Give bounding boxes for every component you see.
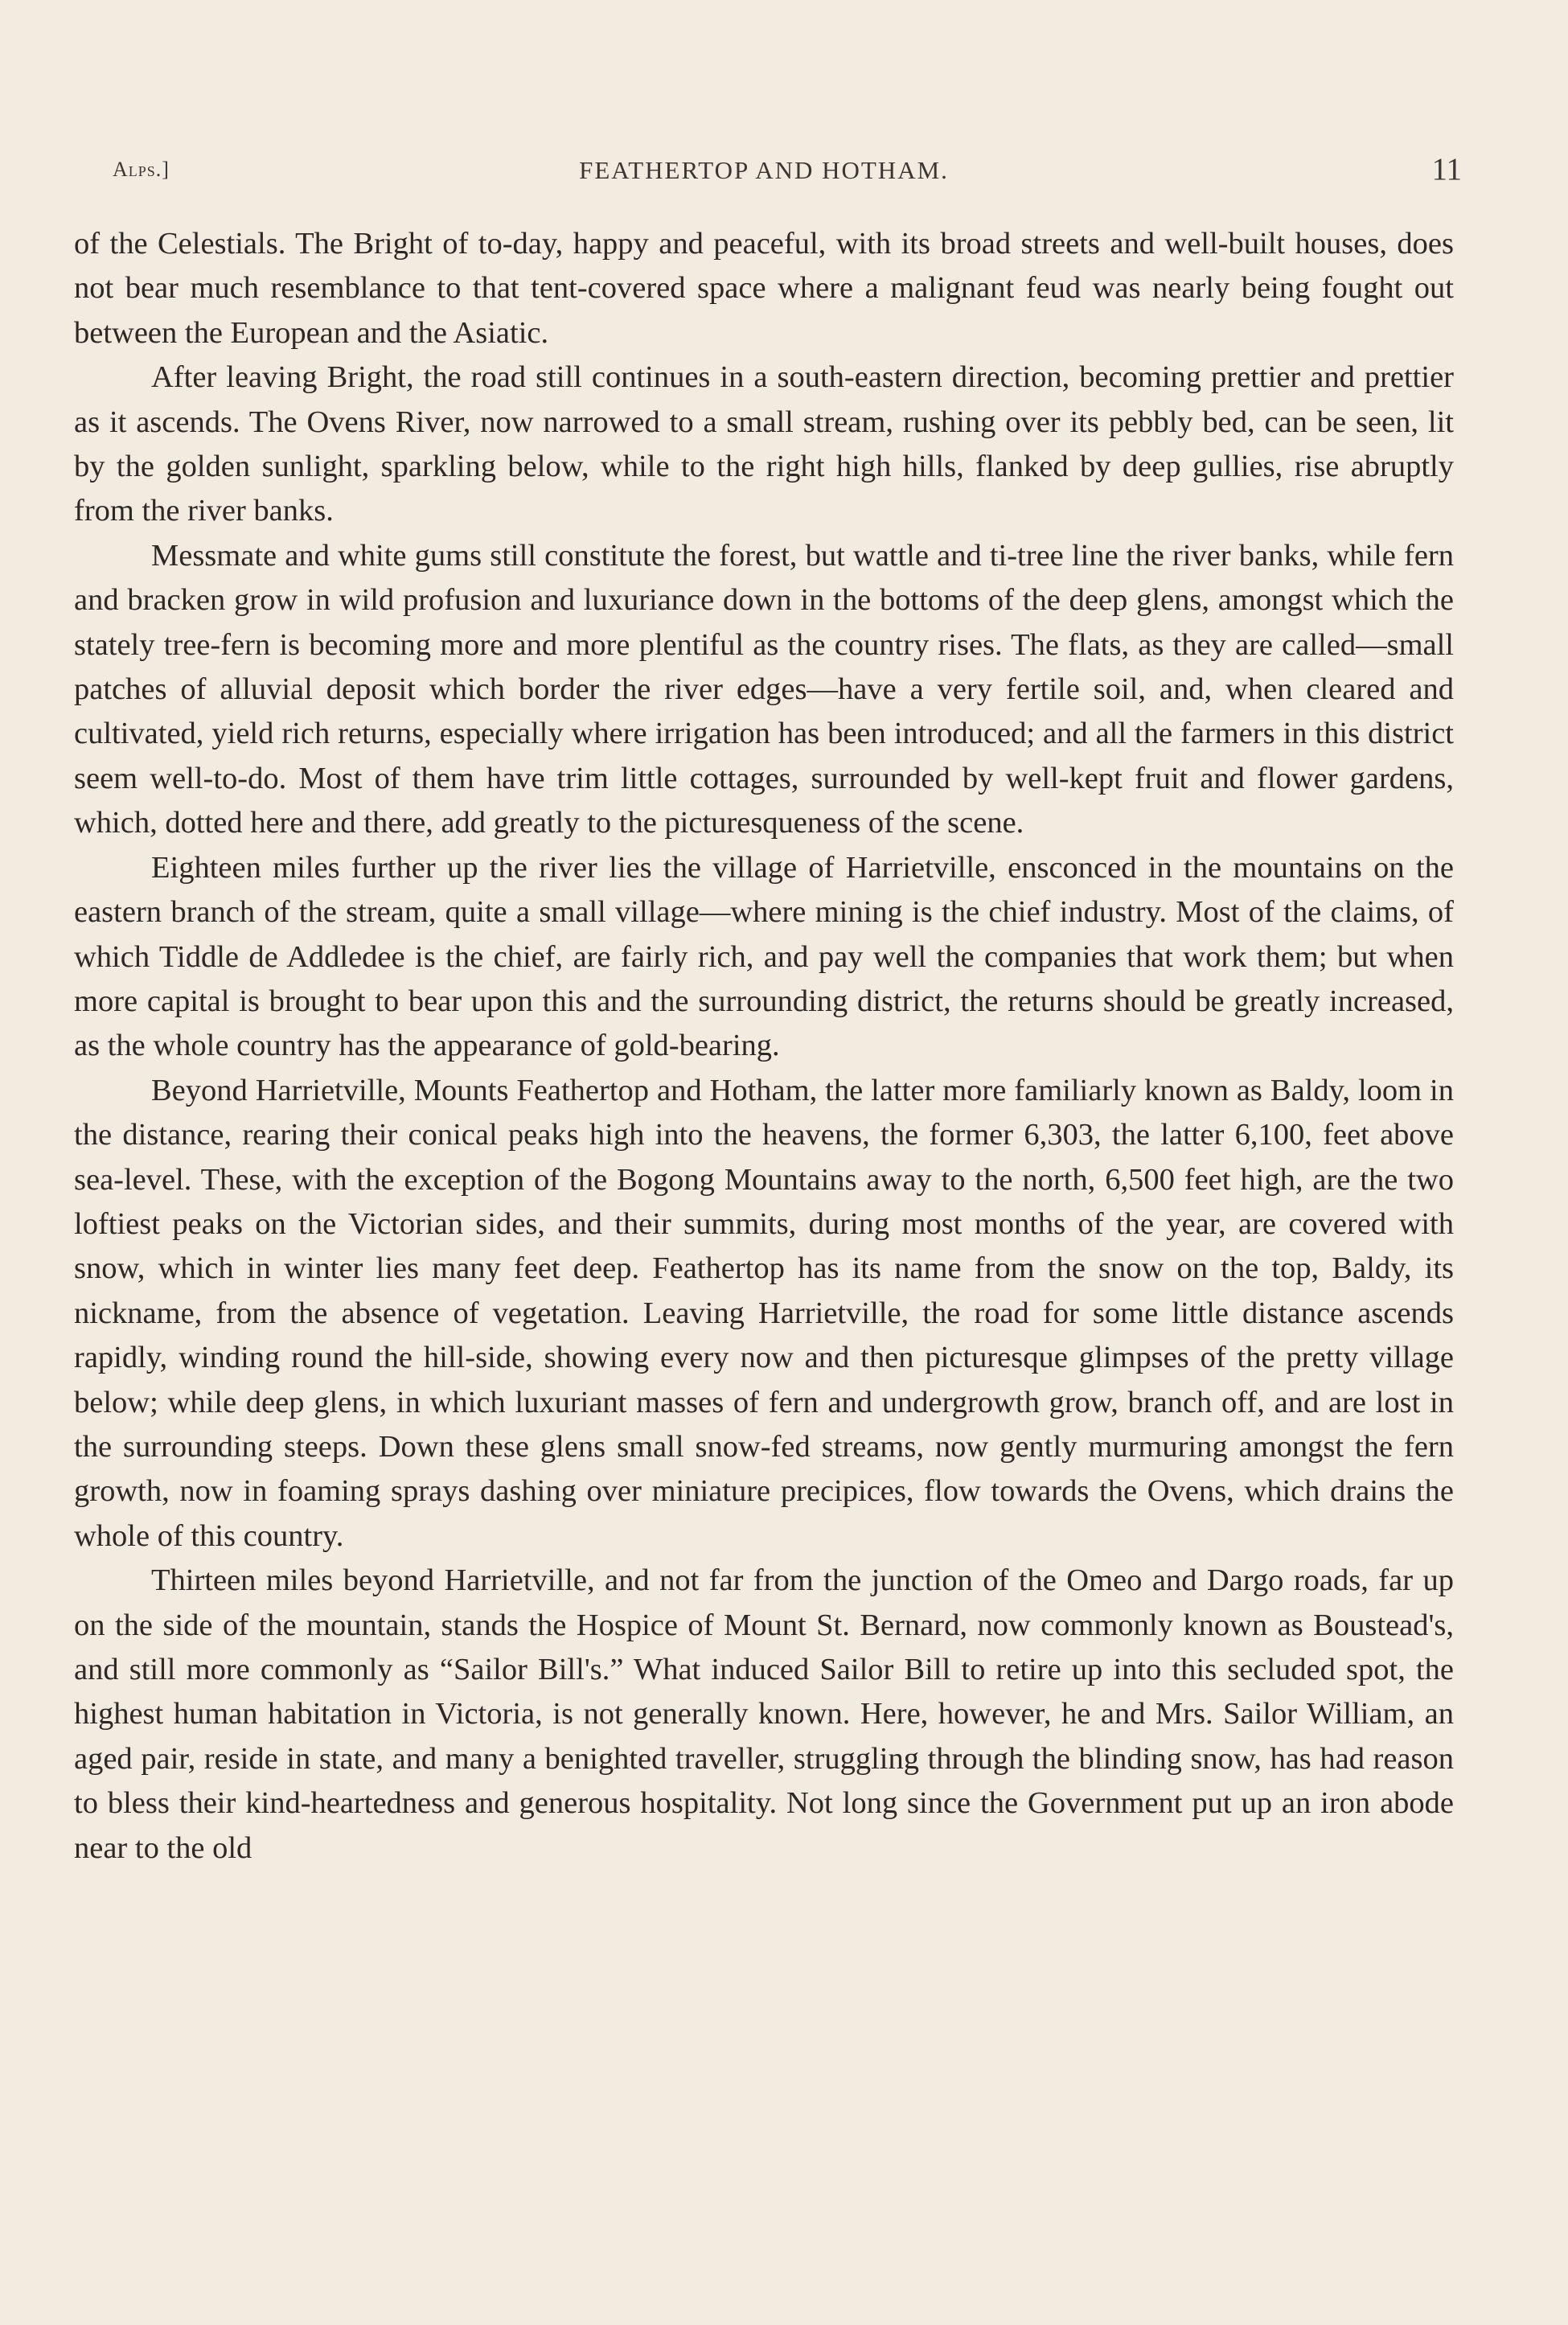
paragraph: Eighteen miles further up the river lies the village of Harrietville, ensconced in the mountains on the eastern branch of the stream, quite a small village—where mining is the chief industry. Most of the claims, of which Tiddle de Addledee is the chief, are fairly rich, and pay well the companies that work them; but when more capital is brought to bear upon this and the surrounding district, the returns should be greatly increased, as the whole country has the appearance of gold-bearing.: [74, 850, 1454, 1063]
page-number: 11: [1431, 152, 1462, 187]
running-header-title: FEATHERTOP AND HOTHAM.: [579, 156, 949, 184]
body-text: [74, 222, 1454, 1871]
paragraph: Thirteen miles beyond Harrietville, and not far from the junction of the Omeo and Dargo roads, far up on the side of the mountain, stands the Hospice of Mount St. Bernard, now commonly known as Boustead's, and still more commonly as “Sailor Bill's.” What induced Sailor Bill to retire up into this secluded spot, the highest human habitation in Victoria, is not generally known. Here, however, he and Mrs. Sailor William, an aged pair, reside in state, and many a benighted traveller, struggling through the blinding snow, has had reason to bless their kind-heartedness and generous hospitality. Not long since the Government put up an iron abode near to the old: [74, 1563, 1454, 1865]
paragraph: Messmate and white gums still constitute the forest, but wattle and ti-tree line the river banks, while fern and bracken grow in wild profusion and luxuriance down in the bottoms of the deep glens, amongst which the stately tree-fern is becoming more and more plentiful as the country rises. The flats, as they are called—small patches of alluvial deposit which border the river edges—have a very fertile soil, and, when cleared and cultivated, yield rich returns, especially where irrigation has been introduced; and all the farmers in this district seem well-to-do. Most of them have trim little cottages, surrounded by well-kept fruit and flower gardens, which, dotted here and there, add greatly to the picturesqueness of the scene.: [74, 538, 1454, 840]
running-header-left: Alps.]: [113, 158, 170, 181]
paragraph: Beyond Harrietville, Mounts Feathertop and Hotham, the latter more familiarly known as Baldy, loom in the distance, rearing their conical peaks high into the heavens, the former 6,303, the latter 6,100, feet above sea-level. These, with the exception of the Bogong Mountains away to the north, 6,500 feet high, are the two loftiest peaks on the Victorian sides, and their summits, during most months of the year, are covered with snow, which in winter lies many feet deep. Feathertop has its name from the snow on the top, Baldy, its nickname, from the absence of vegetation. Leaving Harrietville, the road for some little distance ascends rapidly, winding round the hill-side, showing every now and then picturesque glimpses of the pretty village below; while deep glens, in which luxuriant masses of fern and undergrowth grow, branch off, and are lost in the surrounding steeps. Down these glens small snow-fed streams, now gently murmuring amongst the fern growth, now in foaming sprays dashing over miniature precipices, flow towards the Ovens, which drains the whole of this country.: [74, 1073, 1454, 1553]
paragraph: of the Celestials. The Bright of to-day, happy and peaceful, with its broad streets and well-built houses, does not bear much resemblance to that tent-covered space where a malignant feud was nearly being fought out between the European and the Asiatic.: [74, 227, 1454, 350]
paragraph: After leaving Bright, the road still continues in a south-eastern direction, becoming prettier and prettier as it ascends. The Ovens River, now narrowed to a small stream, rushing over its pebbly bed, can be seen, lit by the golden sunlight, sparkling below, while to the right high hills, flanked by deep gullies, rise abruptly from the river banks.: [74, 360, 1454, 528]
running-header: [74, 152, 1462, 193]
